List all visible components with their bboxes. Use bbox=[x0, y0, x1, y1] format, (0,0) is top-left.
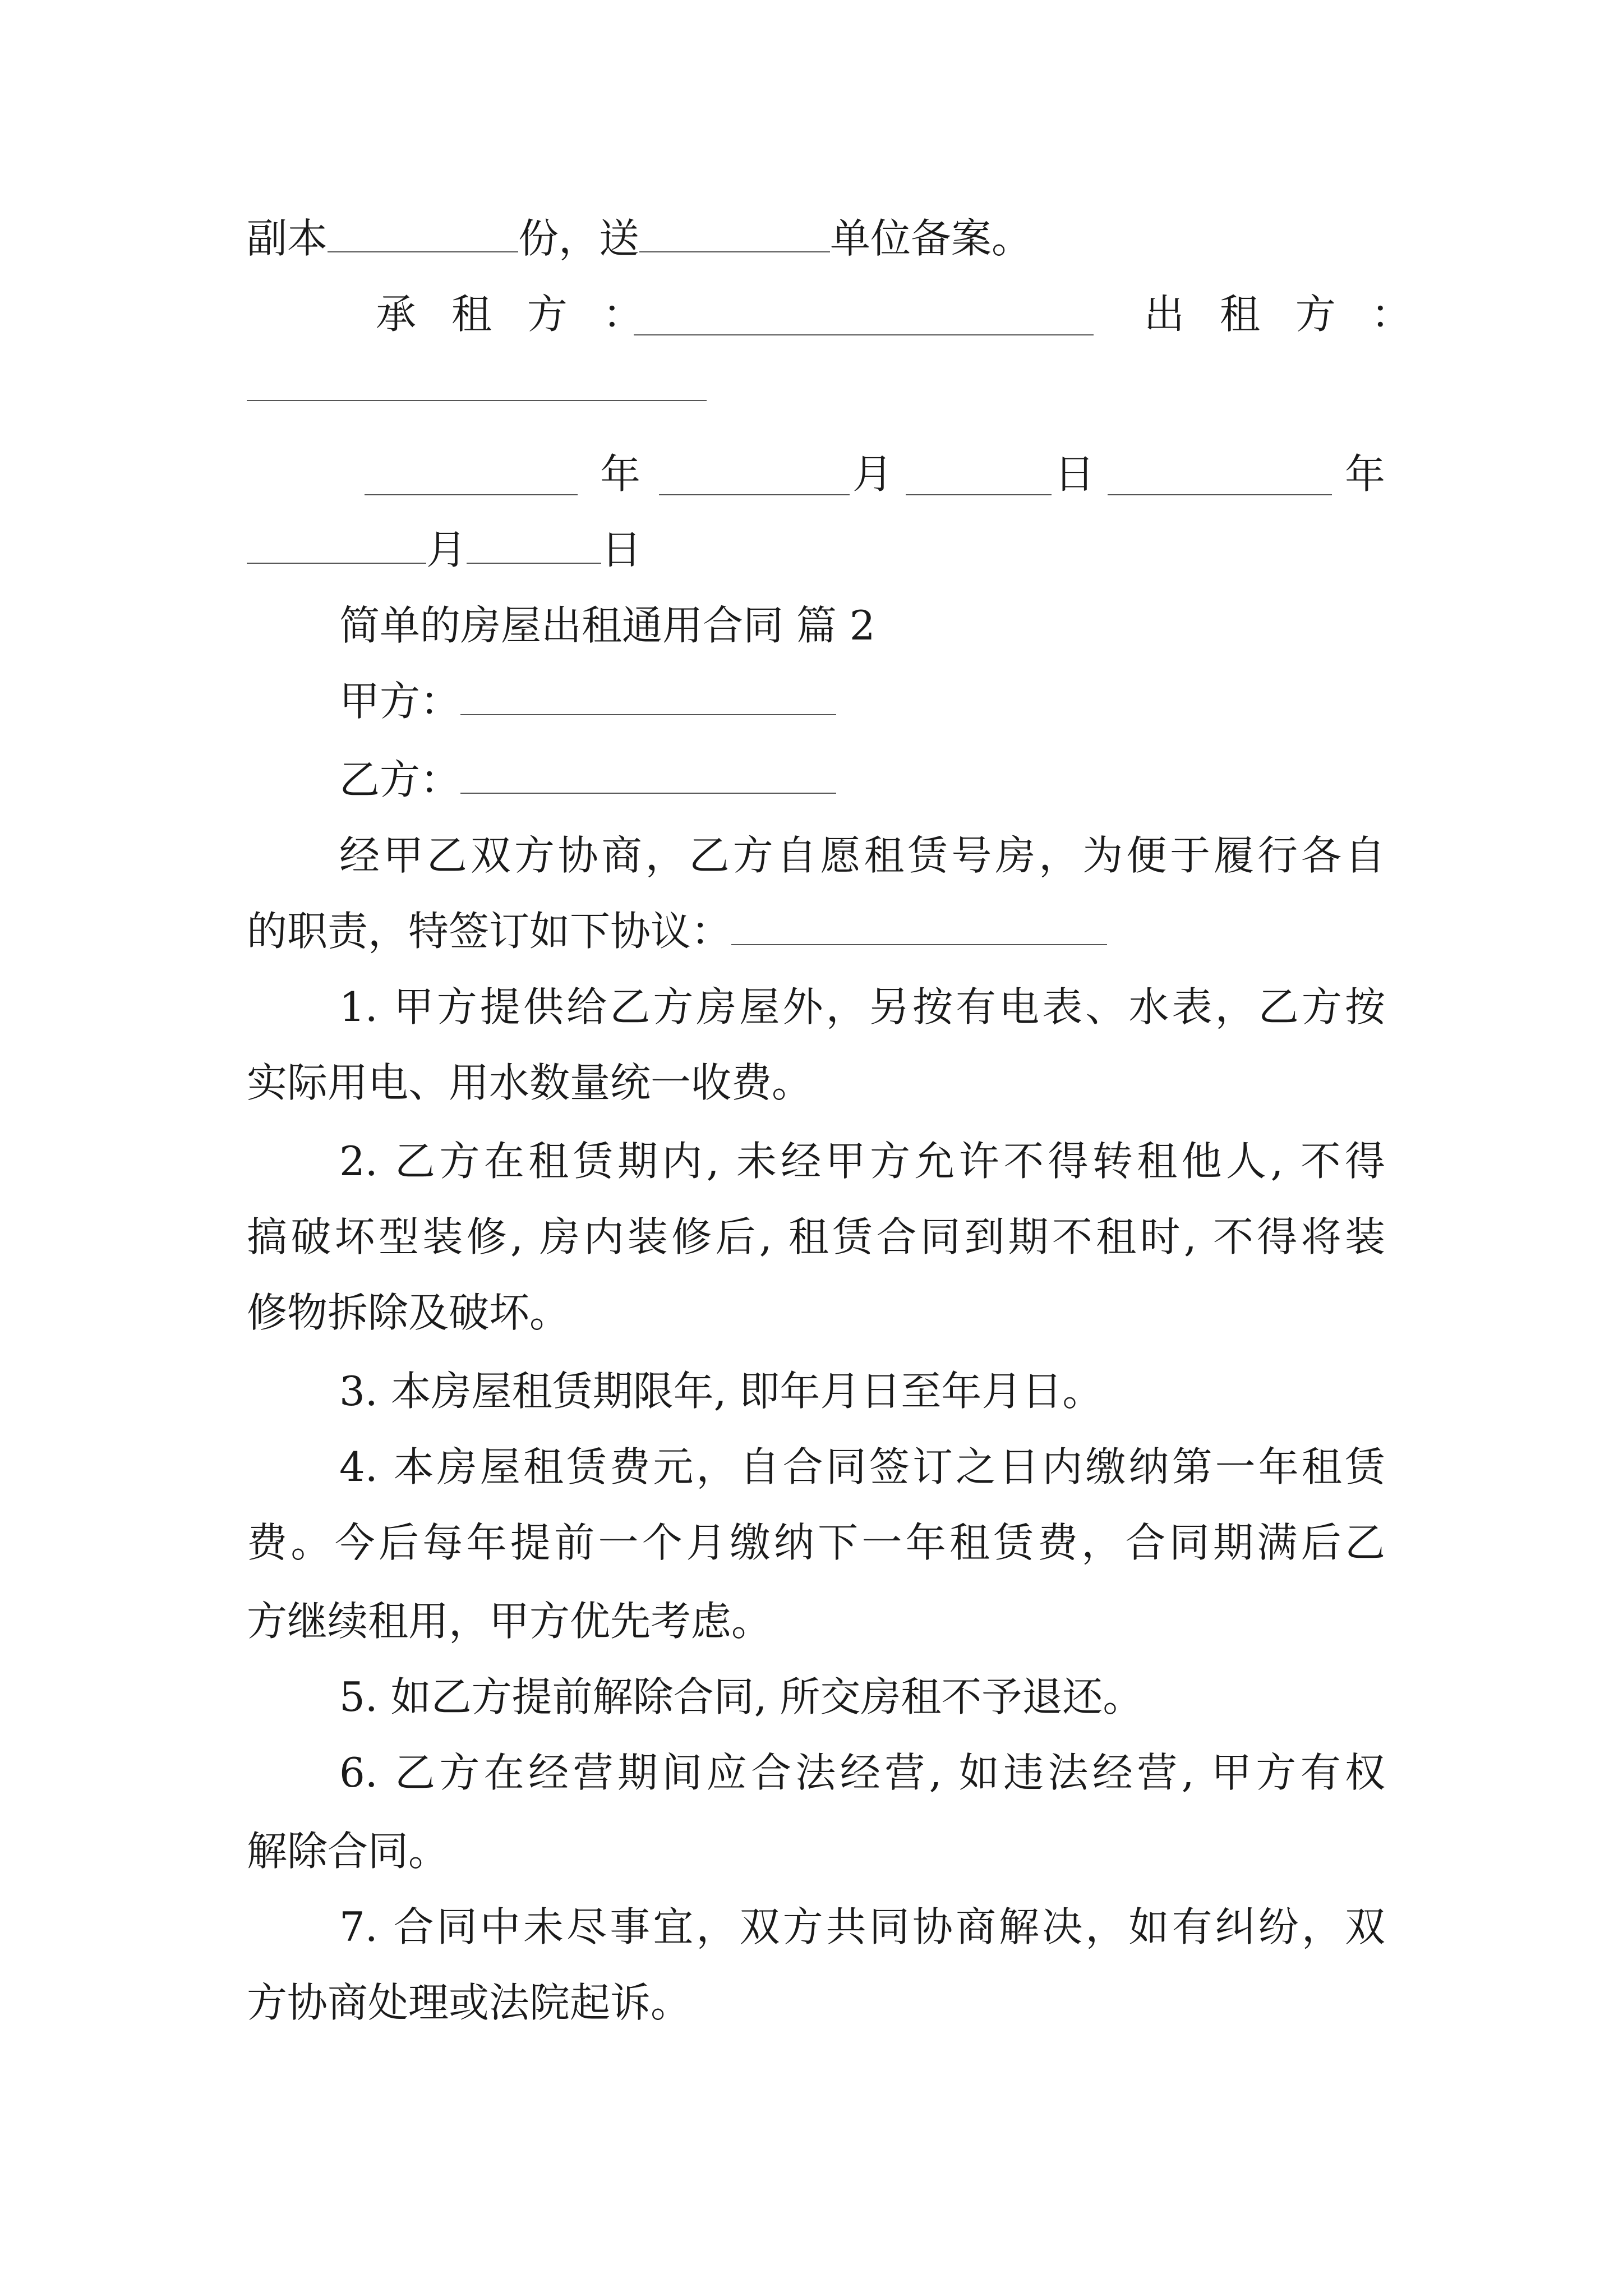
intro-text-2: 的职责，特签订如下协议： bbox=[247, 908, 732, 955]
lessor-month-blank bbox=[247, 526, 426, 564]
clause-4-line-1 bbox=[339, 1439, 1385, 1495]
lessor-year-blank bbox=[1108, 457, 1332, 495]
clause-1-line-2 bbox=[247, 1055, 1385, 1111]
clause-4-line-2 bbox=[247, 1515, 1385, 1571]
clause-1-text-1: 1. 甲方提供给乙方房屋外，另按有电表、水表，乙方按 bbox=[339, 983, 1385, 1030]
lessee-label: 承 租 方 ： bbox=[376, 291, 654, 338]
lessor-signature-blank bbox=[247, 363, 707, 401]
copies-suffix: 单位备案。 bbox=[830, 215, 1032, 262]
clause-7-text-2: 方协商处理或法院起诉。 bbox=[247, 1979, 691, 2026]
clause-2-text-3: 修物拆除及破坏。 bbox=[247, 1289, 570, 1336]
lessor-day-label: 日 bbox=[601, 526, 642, 573]
clause-6-text-1: 6. 乙方在经营期间应合法经营, 如违法经营, 甲方有权 bbox=[339, 1749, 1385, 1796]
intro-agreement-blank bbox=[731, 907, 1107, 945]
lessee-signature-blank bbox=[634, 297, 1094, 335]
clause-4-text-3: 方继续租用，甲方优先考虑。 bbox=[247, 1598, 772, 1645]
clause-6-line-1 bbox=[339, 1745, 1385, 1801]
lessee-year-label: 年 bbox=[600, 450, 641, 498]
lessee-month-label: 月 bbox=[852, 450, 893, 498]
copies-count-blank bbox=[328, 214, 518, 252]
clause-5-line-1 bbox=[339, 1669, 1478, 1725]
party-b-line bbox=[339, 752, 1478, 808]
clause-4-line-3 bbox=[247, 1593, 1385, 1649]
signing-date-line bbox=[247, 446, 1385, 502]
clause-5-text-1: 5. 如乙方提前解除合同, 所交房租不予退还。 bbox=[339, 1673, 1144, 1720]
clause-3-line-1 bbox=[339, 1363, 1478, 1419]
clause-6-text-2: 解除合同。 bbox=[247, 1828, 449, 1875]
filing-unit-blank bbox=[639, 214, 830, 252]
lessee-month-blank bbox=[659, 457, 850, 495]
party-b-label: 乙方： bbox=[339, 756, 461, 803]
clause-7-line-1 bbox=[339, 1899, 1385, 1955]
lessor-day-blank bbox=[467, 526, 601, 564]
clause-2-line-3 bbox=[247, 1285, 1385, 1341]
clause-2-line-1 bbox=[339, 1133, 1385, 1189]
section-title-text: 简单的房屋出租通用合同 篇 2 bbox=[339, 602, 875, 649]
lessee-day-label: 日 bbox=[1054, 450, 1095, 498]
clause-1-text-2: 实际用电、用水数量统一收费。 bbox=[247, 1059, 813, 1106]
clause-2-text-2: 搞破坏型装修, 房内装修后, 租赁合同到期不租时, 不得将装 bbox=[247, 1213, 1385, 1260]
party-a-label: 甲方： bbox=[339, 678, 461, 725]
lessee-day-blank bbox=[906, 457, 1052, 495]
clause-7-line-2 bbox=[247, 1975, 1385, 2031]
parties-signature-line bbox=[247, 286, 1423, 342]
party-b-blank bbox=[460, 756, 836, 794]
clause-6-line-2 bbox=[247, 1823, 1385, 1879]
clause-2-text-1: 2. 乙方在租赁期内, 未经甲方允许不得转租他人, 不得 bbox=[339, 1138, 1385, 1185]
lessor-year-label: 年 bbox=[1345, 450, 1386, 498]
lessor-label: 出 租 方 ： bbox=[1144, 291, 1423, 338]
intro-text-1: 经甲乙双方协商，乙方自愿租赁号房，为便于履行各自 bbox=[339, 832, 1385, 879]
lessee-year-blank bbox=[365, 457, 578, 495]
section-title bbox=[339, 597, 1478, 654]
party-a-blank bbox=[460, 677, 836, 715]
clause-4-text-2: 费。今后每年提前一个月缴纳下一年租赁费，合同期满后乙 bbox=[247, 1519, 1385, 1566]
intro-line-2 bbox=[247, 903, 1385, 959]
copies-prefix: 副本 bbox=[247, 215, 328, 262]
lessor-signature-line bbox=[247, 359, 1385, 415]
party-a-line bbox=[339, 673, 1478, 729]
clause-7-text-1: 7. 合同中未尽事宜，双方共同协商解决，如有纠纷，双 bbox=[339, 1903, 1385, 1950]
clause-2-line-2 bbox=[247, 1209, 1385, 1265]
clause-1-line-1 bbox=[339, 979, 1385, 1035]
copies-mid: 份，送 bbox=[518, 215, 640, 262]
copies-line bbox=[247, 210, 1385, 266]
clause-4-text-1: 4. 本房屋租赁费元，自合同签订之日内缴纳第一年租赁 bbox=[339, 1443, 1385, 1490]
clause-3-text-1: 3. 本房屋租赁期限年, 即年月日至年月日。 bbox=[339, 1368, 1103, 1415]
lessor-month-label: 月 bbox=[426, 526, 467, 573]
signing-date-line-2 bbox=[247, 522, 1385, 578]
intro-line-1 bbox=[339, 827, 1385, 884]
